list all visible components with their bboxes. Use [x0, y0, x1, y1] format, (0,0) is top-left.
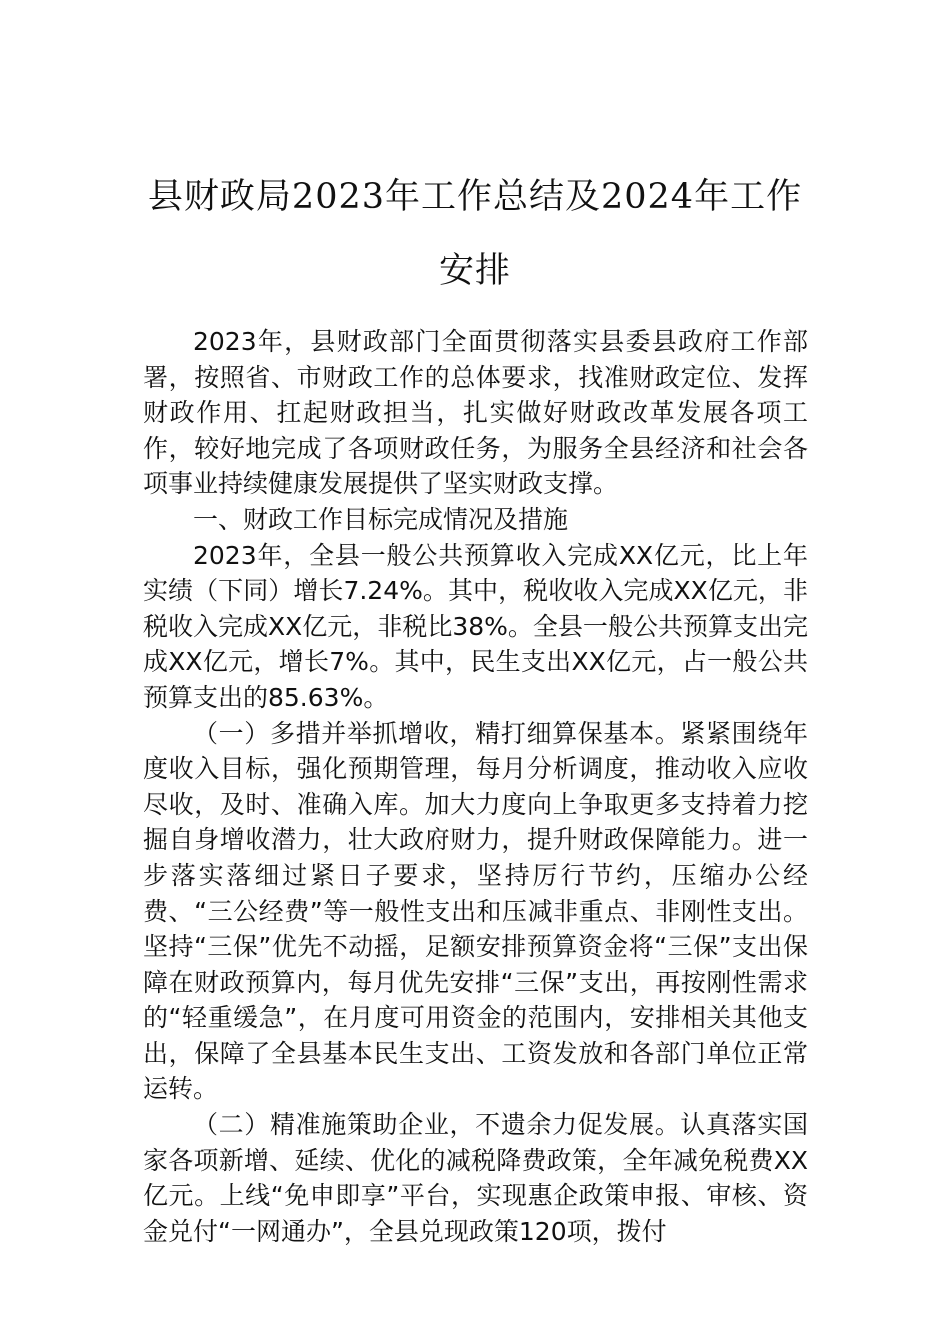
intro-paragraph: 2023年，县财政部门全面贯彻落实县委县政府工作部署，按照省、市财政工作的总体要求，找准财政定位、发挥财政作用、扛起财政担当，扎实做好财政改革发展各项工作，较好地完成了各项财政任务，为服务全县经济和社会各项事业持续健康发展提供了坚实财政支撑。	[143, 327, 808, 499]
subsection-1-paragraph: （一）多措并举抓增收，精打细算保基本。紧紧围绕年度收入目标，强化预期管理，每月分析调度，推动收入应收尽收，及时、准确入库。加大力度向上争取更多支持着力挖掘自身增收潜力，壮大政府财力，提升财政保障能力。进一步落实落细过紧日子要求，坚持厉行节约，压缩办公经费、“三公经费”等一般性支出和压减非重点、非刚性支出。坚持“三保”优先不动摇，足额安排预算资金将“三保”支出保障在财政预算内，每月优先安排“三保”支出，再按刚性需求的“轻重缓急”，在月度可用资金的范围内，安排相关其他支出，保障了全县基本民生支出、工资发放和各部门单位正常运转。	[143, 718, 808, 1104]
subsection-2-paragraph: （二）精准施策助企业，不遗余力促发展。认真落实国家各项新增、延续、优化的减税降费政策，全年减免税费XX亿元。上线“免申即享”平台，实现惠企政策申报、审核、资金兑付“一网通办”，全县兑现政策120项，拨付	[143, 1110, 808, 1246]
document-body	[143, 324, 808, 1249]
document-title: 县财政局2023年工作总结及2024年工作安排	[147, 177, 803, 291]
section-heading: 一、财政工作目标完成情况及措施	[193, 504, 569, 534]
summary-paragraph: 2023年，全县一般公共预算收入完成XX亿元，比上年实绩（下同）增长7.24%。其中，税收收入完成XX亿元，非税收入完成XX亿元，非税比38%。全县一般公共预算支出完成XX亿元，增长7%。其中，民生支出XX亿元，占一般公共预算支出的85.63%。	[143, 540, 808, 712]
